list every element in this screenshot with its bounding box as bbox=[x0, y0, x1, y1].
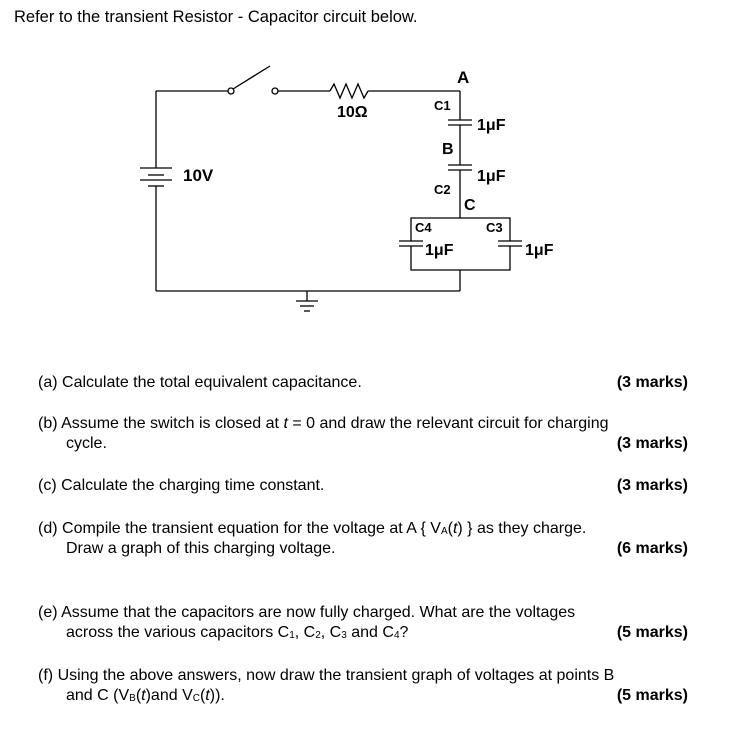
node-a-label: A bbox=[457, 68, 470, 87]
c2-name: C2 bbox=[434, 182, 451, 197]
question-e-sub-3: 3 bbox=[341, 630, 347, 641]
source-label: 10V bbox=[183, 166, 214, 185]
node-b-label: B bbox=[442, 141, 454, 158]
question-f-p2: )and V bbox=[145, 687, 193, 704]
question-e-t4: and C bbox=[346, 624, 394, 641]
question-f bbox=[38, 666, 688, 706]
question-b-text-1a: Assume the switch is closed at bbox=[61, 415, 284, 432]
question-e-text-2a: across the various capacitors C bbox=[66, 624, 290, 641]
intro-text: Refer to the transient Resistor - Capacitor circuit below. bbox=[14, 8, 418, 26]
switch-blade bbox=[233, 66, 270, 89]
rc-circuit-diagram bbox=[0, 0, 737, 340]
question-e-sub-1: 1 bbox=[289, 630, 295, 641]
question-e-t2: , C bbox=[294, 624, 316, 641]
question-a-text: Calculate the total equivalent capacitance. bbox=[62, 374, 362, 391]
question-b-marks: (3 marks) bbox=[616, 435, 688, 452]
question-e-text-1: Assume that the capacitors are now fully charged. What are the voltages bbox=[61, 604, 576, 621]
question-d-text-2: Draw a graph of this charging voltage. bbox=[66, 540, 336, 557]
node-c-label: C bbox=[464, 197, 476, 214]
question-f-text-2a: and C (V bbox=[66, 687, 130, 704]
question-b-t: t bbox=[283, 415, 288, 432]
c3-name: C3 bbox=[486, 220, 503, 235]
question-d-sub-a: A bbox=[440, 526, 448, 537]
question-e-label: (e) bbox=[38, 604, 58, 621]
question-a-marks: (3 marks) bbox=[616, 374, 688, 391]
question-c-label: (c) bbox=[38, 477, 57, 494]
question-d-label: (d) bbox=[38, 520, 58, 537]
c4-value: 1μF bbox=[425, 242, 454, 259]
question-c-marks: (3 marks) bbox=[616, 477, 688, 494]
c2-value: 1μF bbox=[477, 168, 506, 185]
question-d-text-1a: Compile the transient equation for the voltage at A { V bbox=[62, 520, 441, 537]
question-c bbox=[38, 476, 688, 496]
wire-c3-bottom bbox=[460, 246, 510, 270]
resistor-label: 10Ω bbox=[337, 104, 368, 121]
c4-name: C4 bbox=[415, 220, 432, 235]
question-f-sub-c: C bbox=[192, 693, 200, 704]
question-e-sub-2: 2 bbox=[315, 630, 321, 641]
question-e bbox=[38, 603, 688, 643]
c1-value: 1μF bbox=[477, 117, 506, 134]
question-d-text-1b: ) } as they charge. bbox=[457, 520, 587, 537]
question-e-sub-4: 4 bbox=[393, 630, 400, 641]
question-a-label: (a) bbox=[38, 374, 58, 391]
question-e-t5: ? bbox=[399, 624, 409, 641]
question-b bbox=[38, 414, 688, 454]
question-f-marks: (5 marks) bbox=[616, 687, 688, 704]
resistor-10ohm bbox=[330, 84, 368, 98]
question-d-t: t bbox=[452, 520, 458, 537]
question-d-marks: (6 marks) bbox=[616, 540, 688, 557]
question-b-label: (b) bbox=[38, 415, 58, 432]
question-e-t3: , C bbox=[320, 624, 342, 641]
question-a bbox=[38, 373, 688, 393]
question-c-text: Calculate the charging time constant. bbox=[61, 477, 325, 494]
question-f-p1: ( bbox=[135, 687, 142, 704]
question-f-sub-b: B bbox=[129, 693, 136, 704]
question-b-text-2: cycle. bbox=[66, 435, 107, 452]
question-f-p4: )). bbox=[209, 687, 225, 704]
question-f-t2: t bbox=[205, 687, 210, 704]
question-d bbox=[38, 519, 688, 559]
question-b-text-1b: = 0 and draw the relevant circuit for charging bbox=[287, 415, 609, 432]
c3-value: 1μF bbox=[525, 242, 554, 259]
question-d-open: ( bbox=[447, 520, 453, 537]
question-e-marks: (5 marks) bbox=[616, 624, 688, 641]
c1-name: C1 bbox=[434, 98, 451, 113]
question-f-t1: t bbox=[141, 687, 146, 704]
question-f-text-1: Using the above answers, now draw the transient graph of voltages at points B bbox=[57, 667, 615, 684]
switch-contact-right bbox=[272, 88, 278, 94]
question-f-label: (f) bbox=[38, 667, 54, 684]
question-f-p3: ( bbox=[199, 687, 206, 704]
